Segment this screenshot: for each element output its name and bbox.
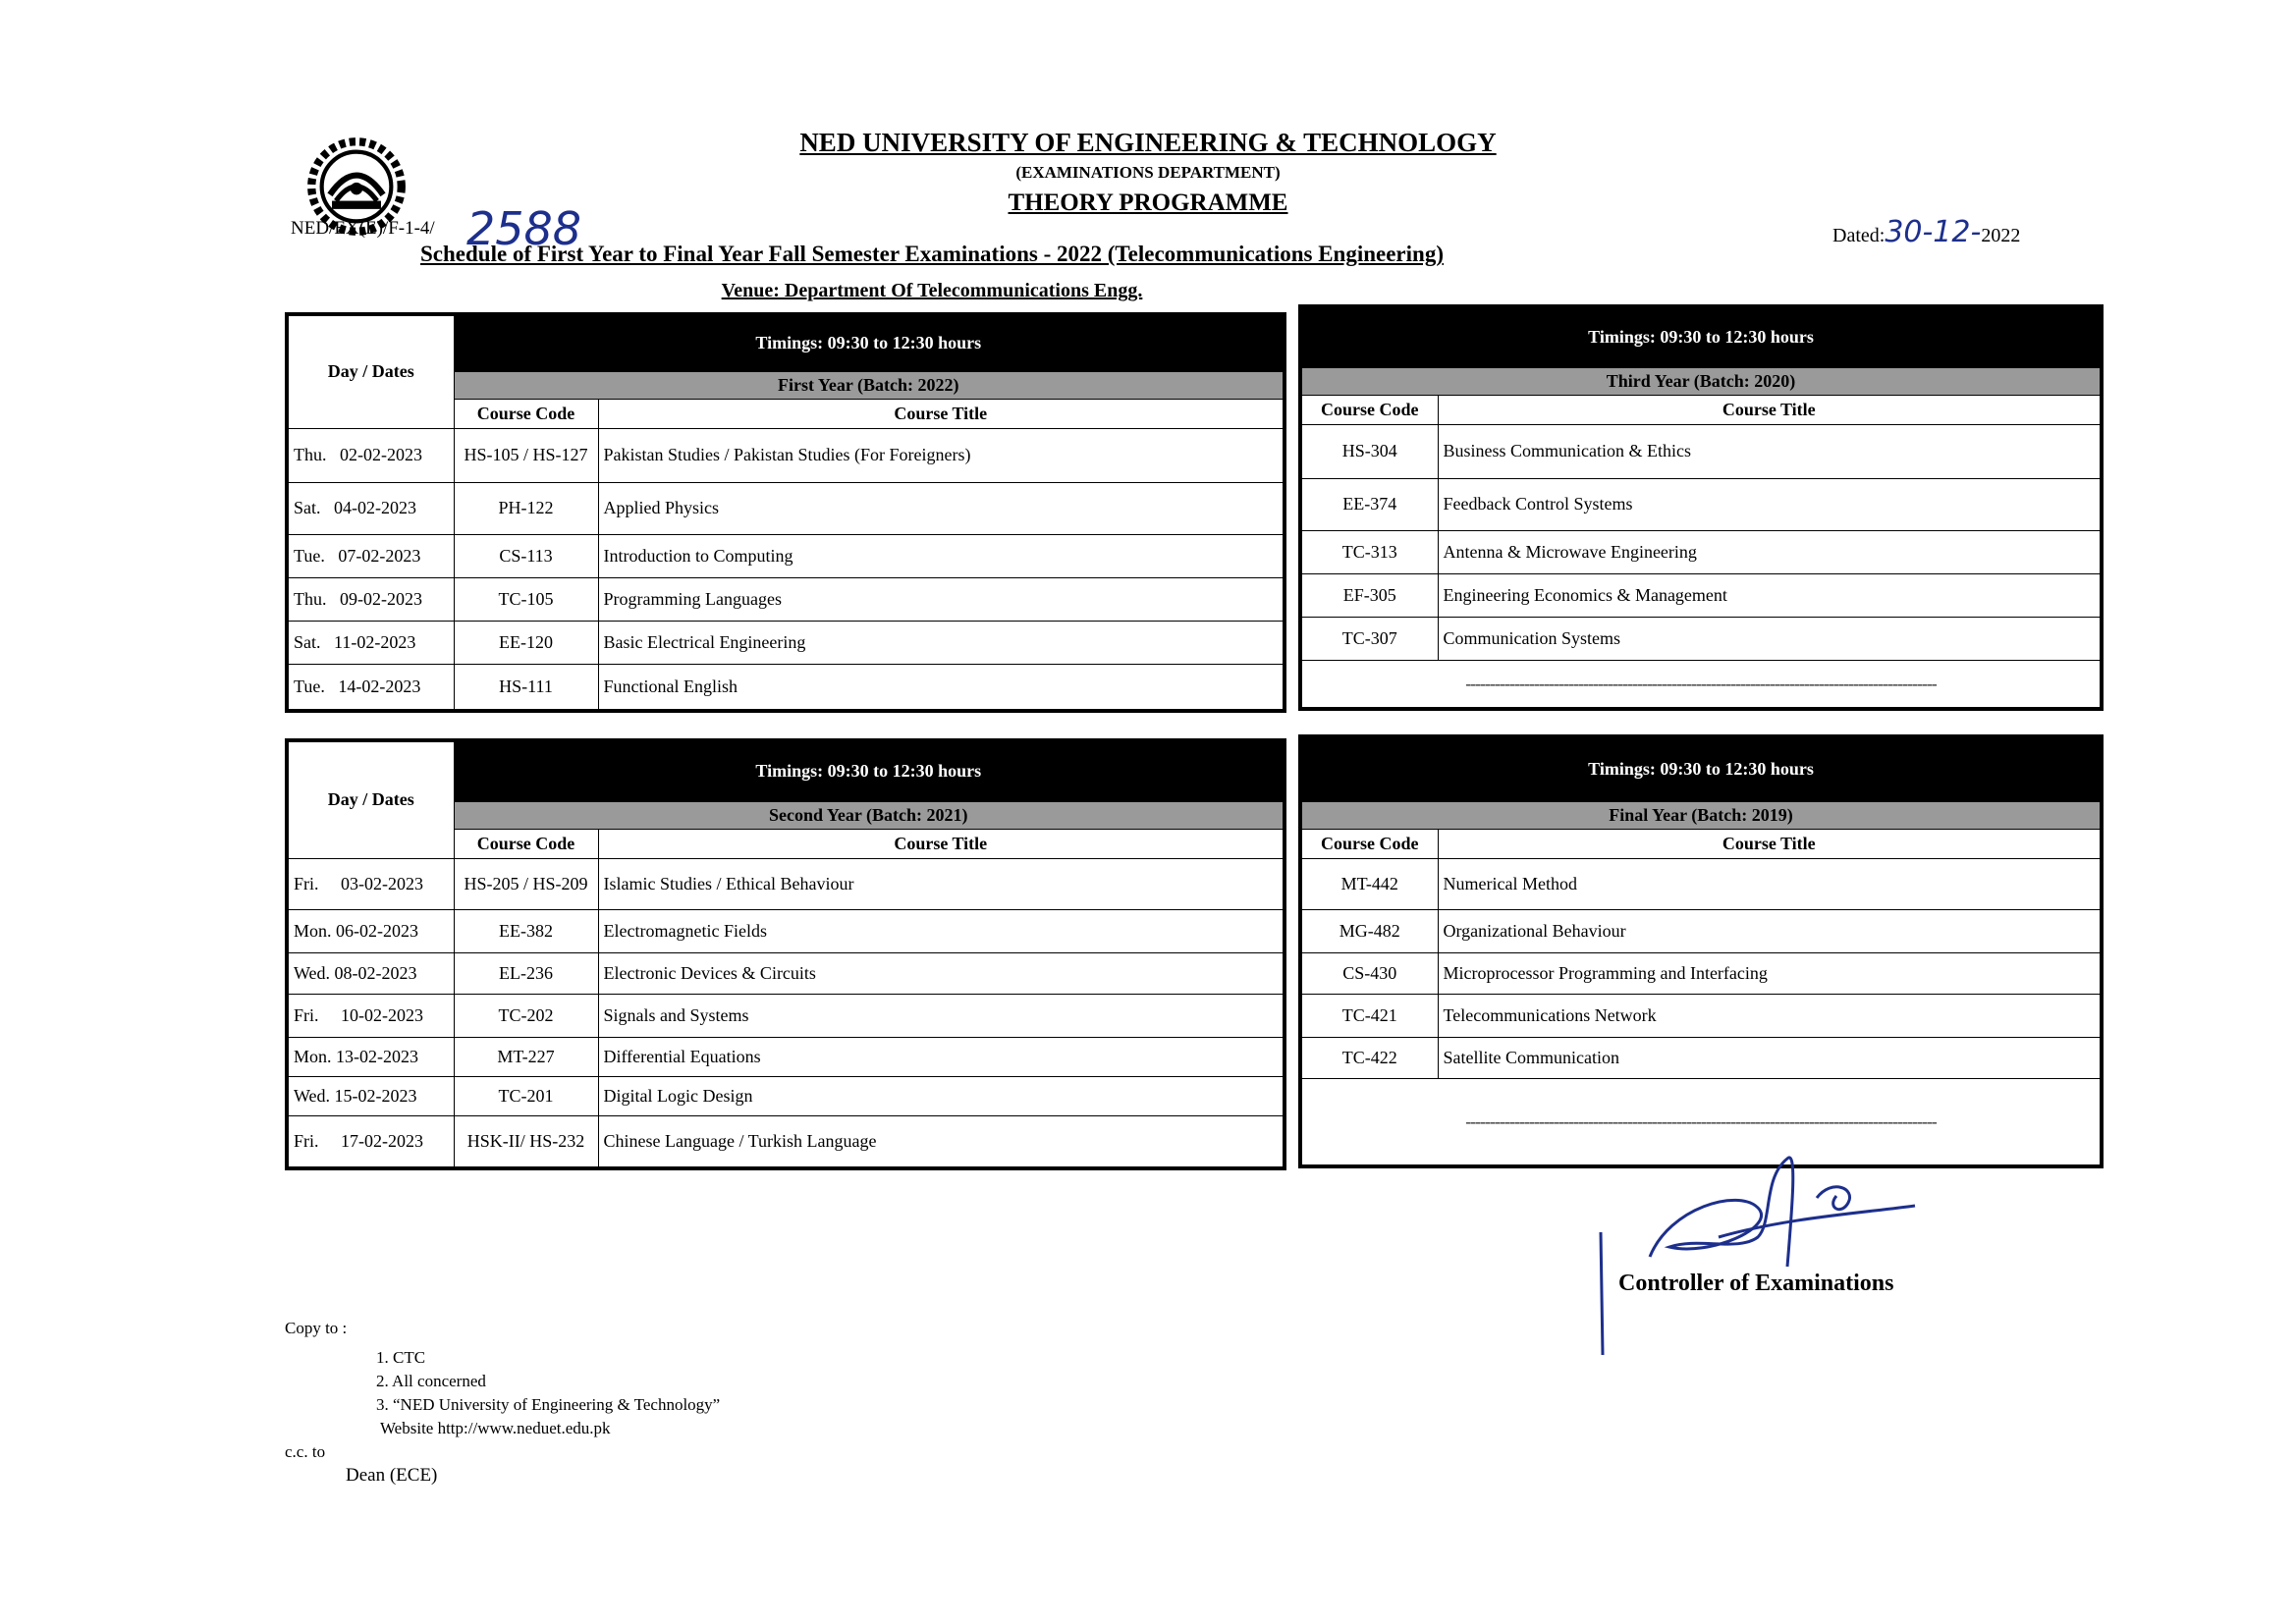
table-row: [287, 534, 1285, 577]
year-header: Third Year (Batch: 2020): [1300, 367, 2102, 395]
course-title-cell: Organizational Behaviour: [1438, 909, 2102, 952]
website-line: Website http://www.neduet.edu.pk: [380, 1419, 611, 1437]
course-code-header: Course Code: [1300, 829, 1438, 858]
date-cell: Wed. 08-02-2023: [287, 952, 454, 994]
course-code-cell: HS-304: [1300, 424, 1438, 478]
department-name: (EXAMINATIONS DEPARTMENT): [1015, 163, 1281, 182]
course-title-cell: Engineering Economics & Management: [1438, 573, 2102, 617]
table-row: [287, 428, 1285, 482]
course-title-cell: Microprocessor Programming and Interfacing: [1438, 952, 2102, 994]
course-title-cell: Numerical Method: [1438, 858, 2102, 909]
course-title-header: Course Title: [598, 829, 1285, 858]
course-title-cell: Basic Electrical Engineering: [598, 621, 1285, 664]
date-cell: Thu. 09-02-2023: [287, 577, 454, 621]
table-row: [1300, 994, 2102, 1037]
date-cell: Fri. 03-02-2023: [287, 858, 454, 909]
table-row: [287, 621, 1285, 664]
table-row: [287, 952, 1285, 994]
dated-handwritten: 30-12-: [1885, 215, 1982, 249]
table-row: [287, 482, 1285, 534]
cc-to-label: c.c. to: [285, 1442, 326, 1461]
course-title-cell: Differential Equations: [598, 1037, 1285, 1076]
reference-number: NED/EX(E)/F-1-4/: [291, 218, 435, 239]
table-row: [1300, 617, 2102, 660]
date-cell: Fri. 10-02-2023: [287, 994, 454, 1037]
course-title-cell: Feedback Control Systems: [1438, 478, 2102, 530]
course-code-cell: CS-113: [454, 534, 598, 577]
copy-to-label: Copy to :: [285, 1319, 348, 1337]
date-cell: Mon. 06-02-2023: [287, 909, 454, 952]
table-row: [287, 858, 1285, 909]
table-row: [1300, 530, 2102, 573]
date-cell: Sat. 04-02-2023: [287, 482, 454, 534]
table-row: [287, 1076, 1285, 1115]
course-title-cell: Pakistan Studies / Pakistan Studies (For Foreigners): [598, 428, 1285, 482]
course-title-cell: Telecommunications Network: [1438, 994, 2102, 1037]
table-row: [1300, 1037, 2102, 1078]
date-cell: Tue. 14-02-2023: [287, 664, 454, 711]
course-code-cell: CS-430: [1300, 952, 1438, 994]
second-year-table: [285, 738, 1286, 1170]
course-code-cell: EE-382: [454, 909, 598, 952]
course-title-cell: Electromagnetic Fields: [598, 909, 1285, 952]
course-code-cell: HS-205 / HS-209: [454, 858, 598, 909]
date-cell: Tue. 07-02-2023: [287, 534, 454, 577]
day-dates-header: Day / Dates: [287, 314, 454, 428]
course-code-cell: PH-122: [454, 482, 598, 534]
third-year-table: [1298, 304, 2104, 711]
dated-year: 2022: [1981, 225, 2021, 246]
copy-item: 3. “NED University of Engineering & Technology”: [376, 1395, 721, 1414]
date-cell: Mon. 13-02-2023: [287, 1037, 454, 1076]
course-code-cell: HS-111: [454, 664, 598, 711]
course-title-cell: Satellite Communication: [1438, 1037, 2102, 1078]
table-row: [1300, 909, 2102, 952]
table-row: [1300, 424, 2102, 478]
empty-row-dashes: ------------------------------------------------------------------------------------------------: [1300, 1078, 2102, 1166]
copy-item: 1. CTC: [376, 1348, 426, 1367]
table-row: [287, 994, 1285, 1037]
course-code-cell: MT-442: [1300, 858, 1438, 909]
course-title-cell: Chinese Language / Turkish Language: [598, 1115, 1285, 1168]
copy-item: 2. All concerned: [376, 1372, 486, 1390]
table-row: [287, 1115, 1285, 1168]
course-title-cell: Business Communication & Ethics: [1438, 424, 2102, 478]
date-cell: Sat. 11-02-2023: [287, 621, 454, 664]
course-code-cell: EF-305: [1300, 573, 1438, 617]
venue-line: Venue: Department Of Telecommunications Engg.: [721, 280, 1143, 301]
course-title-cell: Functional English: [598, 664, 1285, 711]
timing-header: Timings: 09:30 to 12:30 hours: [454, 314, 1285, 371]
university-name: NED UNIVERSITY OF ENGINEERING & TECHNOLOGY: [799, 128, 1497, 157]
course-code-cell: TC-307: [1300, 617, 1438, 660]
date-cell: Wed. 15-02-2023: [287, 1076, 454, 1115]
empty-row-dashes: ------------------------------------------------------------------------------------------------: [1300, 660, 2102, 709]
course-title-cell: Programming Languages: [598, 577, 1285, 621]
course-code-cell: TC-313: [1300, 530, 1438, 573]
timing-header: Timings: 09:30 to 12:30 hours: [1300, 306, 2102, 367]
course-code-cell: TC-421: [1300, 994, 1438, 1037]
course-code-cell: EE-120: [454, 621, 598, 664]
date-cell: Thu. 02-02-2023: [287, 428, 454, 482]
year-header: First Year (Batch: 2022): [454, 371, 1285, 399]
cc-dean: Dean (ECE): [346, 1465, 438, 1486]
year-header: Second Year (Batch: 2021): [454, 801, 1285, 829]
course-code-cell: HSK-II/ HS-232: [454, 1115, 598, 1168]
schedule-title: Schedule of First Year to Final Year Fall Semester Examinations - 2022 (Telecommunications Engineering): [420, 242, 1444, 266]
course-title-cell: Applied Physics: [598, 482, 1285, 534]
course-code-header: Course Code: [454, 829, 598, 858]
course-code-cell: EL-236: [454, 952, 598, 994]
course-code-cell: TC-422: [1300, 1037, 1438, 1078]
date-cell: Fri. 17-02-2023: [287, 1115, 454, 1168]
table-row: [1300, 952, 2102, 994]
course-code-header: Course Code: [454, 399, 598, 428]
course-title-cell: Communication Systems: [1438, 617, 2102, 660]
programme-title: THEORY PROGRAMME: [1008, 189, 1288, 216]
course-code-header: Course Code: [1300, 395, 1438, 424]
table-row: [1300, 858, 2102, 909]
table-row: [287, 577, 1285, 621]
course-code-cell: TC-202: [454, 994, 598, 1037]
table-row: [1300, 573, 2102, 617]
course-code-cell: MG-482: [1300, 909, 1438, 952]
year-header: Final Year (Batch: 2019): [1300, 801, 2102, 829]
controller-of-examinations: Controller of Examinations: [1618, 1271, 1894, 1296]
course-title-cell: Introduction to Computing: [598, 534, 1285, 577]
course-title-header: Course Title: [1438, 829, 2102, 858]
course-code-cell: TC-105: [454, 577, 598, 621]
reference-handwritten: 2588: [466, 202, 582, 255]
table-row: [287, 664, 1285, 711]
table-row: [287, 909, 1285, 952]
final-year-table: [1298, 734, 2104, 1168]
first-year-table: [285, 312, 1286, 713]
timing-header: Timings: 09:30 to 12:30 hours: [1300, 736, 2102, 801]
table-row: [287, 1037, 1285, 1076]
day-dates-header: Day / Dates: [287, 740, 454, 858]
course-title-header: Course Title: [1438, 395, 2102, 424]
course-title-cell: Digital Logic Design: [598, 1076, 1285, 1115]
dated-label: Dated:: [1832, 225, 1886, 246]
table-row: [1300, 478, 2102, 530]
timing-header: Timings: 09:30 to 12:30 hours: [454, 740, 1285, 801]
course-title-cell: Islamic Studies / Ethical Behaviour: [598, 858, 1285, 909]
course-code-cell: HS-105 / HS-127: [454, 428, 598, 482]
signature-icon: [1591, 1119, 1964, 1355]
course-title-cell: Signals and Systems: [598, 994, 1285, 1037]
course-code-cell: EE-374: [1300, 478, 1438, 530]
course-title-cell: Electronic Devices & Circuits: [598, 952, 1285, 994]
course-code-cell: TC-201: [454, 1076, 598, 1115]
course-code-cell: MT-227: [454, 1037, 598, 1076]
course-title-cell: Antenna & Microwave Engineering: [1438, 530, 2102, 573]
course-title-header: Course Title: [598, 399, 1285, 428]
